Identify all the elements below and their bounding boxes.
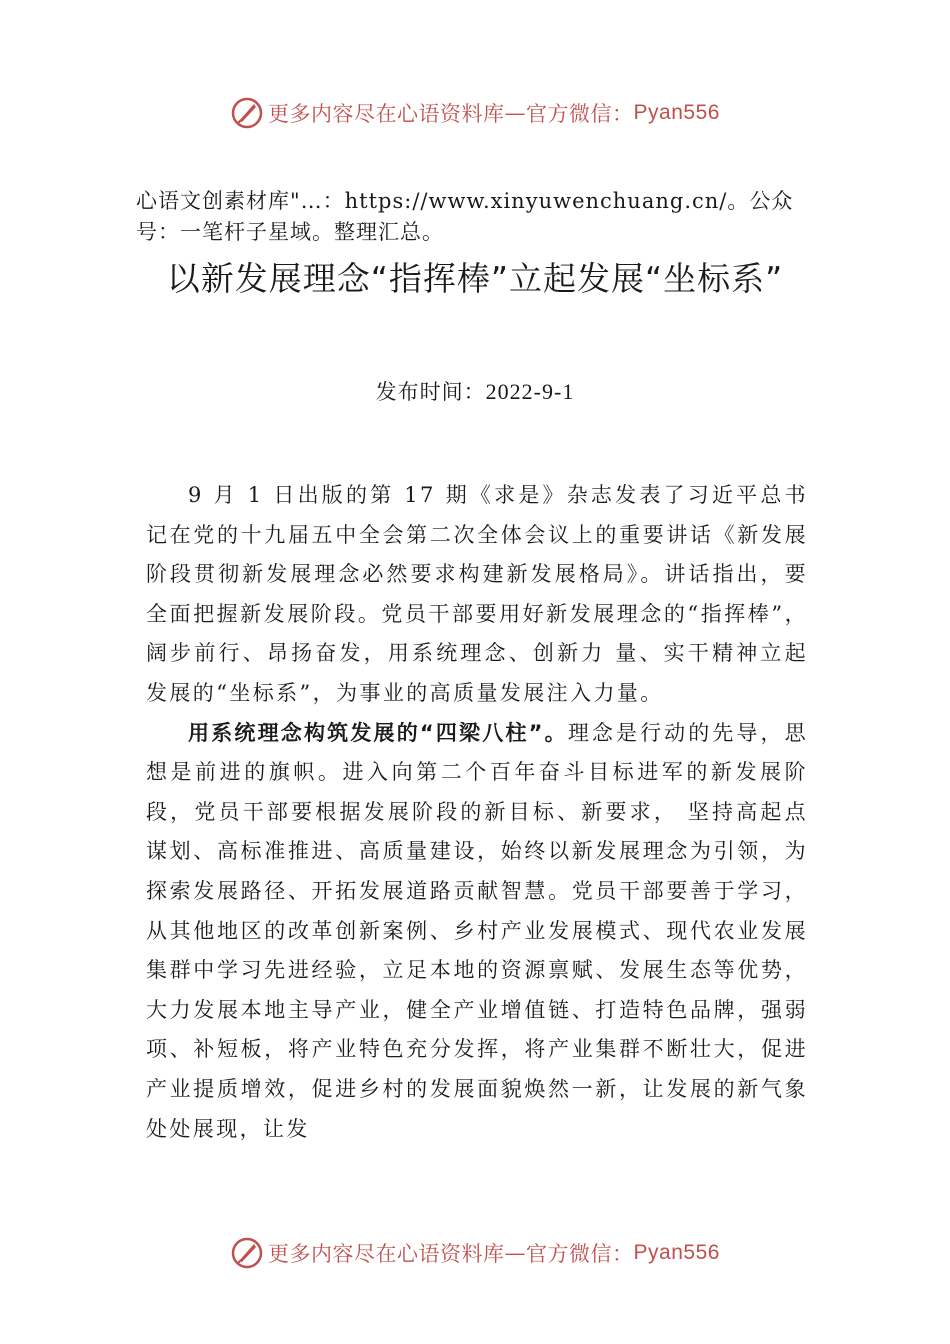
footer-watermark-banner [0,1236,950,1270]
banner-wechat-id: Pyan556 [633,101,720,124]
paragraph-lead: 用系统理念构筑发展的“四梁八柱”。 [188,720,568,745]
quill-logo-icon [230,96,264,130]
publish-label: 发布时间： [375,380,486,404]
publish-date [0,376,950,406]
banner-text: 更多内容尽在心语资料库 [268,1242,505,1266]
banner-separator: — [504,1241,527,1265]
paragraph [146,476,808,714]
banner-wechat-id: Pyan556 [633,1241,720,1264]
banner-text: 更多内容尽在心语资料库 [268,102,505,126]
banner-wechat-label: 官方微信： [526,1242,634,1266]
publish-date-value: 2022-9-1 [485,379,575,404]
header-watermark-banner [0,96,950,130]
document-title: 以新发展理念“指挥棒”立起发展“坐标系” [166,259,784,298]
banner-wechat-label: 官方微信： [526,102,634,126]
banner-separator: — [504,101,527,125]
quill-logo-icon [230,1236,264,1270]
source-note: 心语文创素材库"…：https://www.xinyuwenchuang.cn/。公众号：一笔杆子星域。整理汇总。 [136,189,794,244]
paragraph [146,714,808,1150]
article-body [146,476,808,1149]
paragraph-text: 9 月 1 日出版的第 17 期《求是》杂志发表了习近平总书记在党的十九届五中全会第二次全体会议上的重要讲话《新发展阶段贯彻新发展理念必然要求构建新发展格局》。讲话指出，要全面把握新发展阶段。党员干部要用好新发展理念的“指挥棒”，阔步前行、昂扬奋发，用系统理念、创新力 量、实干精神立起发展的“坐标系”，为事业的高质量发展注入力量。 [146,483,808,705]
paragraph-text: 理念是行动的先导，思想是前进的旗帜。进入向第二个百年奋斗目标进军的新发展阶段，党员干部要根据发展阶段的新目标、新要求， 坚持高起点谋划、高标准推进、高质量建设，始终以新发展理念为引领，为探索发展路径、开拓发展道路贡献智慧。党员干部要善于学习，从其他地区的改革创新案例、乡村产业发展模式、现代农业发展集群中学习先进经验，立足本地的资源禀赋、发展生态等优势，大力发展本地主导产业，健全产业增值链、打造特色品牌，强弱项、补短板，将产业特色充分发挥，将产业集群不断壮大，促进产业提质增效，促进乡村的发展面貌焕然一新，让发展的新气象处处展现，让发 [146,720,809,1141]
